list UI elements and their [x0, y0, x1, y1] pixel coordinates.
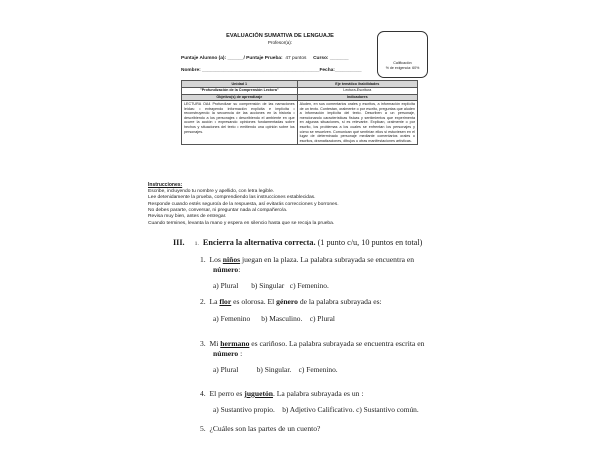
question-number: 5.: [200, 424, 206, 433]
section-instruction: Encierra la alternativa correcta.: [202, 238, 316, 247]
grade-requirement: % de exigencia: 60%: [385, 66, 420, 70]
option[interactable]: c) Femenino.: [298, 365, 338, 374]
question-text: :: [238, 349, 243, 358]
option[interactable]: b) Adjetivo Calificativo.: [282, 405, 355, 414]
instructions-list: [148, 189, 339, 227]
objective-header: Objetivo(s) de aprendizaje: [182, 94, 298, 101]
question-2-options: [213, 314, 335, 323]
section-points: (1 punto c/u, 10 puntos en total): [317, 238, 423, 247]
question-number: 1.: [200, 255, 206, 264]
unit-name: "Profundización de la Comprensión Lectora": [182, 87, 298, 94]
underlined-word: hermano: [220, 339, 250, 348]
question-number: 3.: [200, 339, 206, 348]
question-text: :: [238, 265, 241, 274]
option[interactable]: a) Plural: [213, 365, 239, 374]
question-text: El perro es: [209, 389, 245, 398]
question-text: de la palabra subrayada es:: [297, 297, 382, 306]
question-number: 2.: [200, 297, 206, 306]
question-4-options: [213, 405, 419, 414]
option[interactable]: a) Sustantivo propio.: [213, 405, 275, 414]
bold-term: número: [213, 349, 239, 358]
instruction-item: Lee detenidamente la prueba, comprendiendo las instrucciones establecidas.: [148, 195, 316, 201]
question-1-line2: [213, 265, 240, 274]
question-3: [200, 339, 424, 348]
grade-box: [377, 31, 428, 78]
bold-term: número: [213, 265, 239, 274]
underlined-word: flor: [219, 297, 232, 306]
axis-header: Eje temático /habilidades: [297, 81, 417, 88]
question-1: [200, 255, 414, 264]
question-4: [200, 389, 363, 398]
option[interactable]: b) Singular: [251, 281, 285, 290]
instruction-item: Cuando termines, levanta la mano y espera en silencio hasta que se recoja la prueba.: [148, 220, 335, 226]
unit-header: Unidad 1: [182, 81, 298, 88]
instruction-item: Revisa muy bien, antes de entregar.: [148, 214, 227, 220]
score-label: Puntaje Alumno (a): ______/ Puntaje Prueba:: [181, 56, 283, 61]
teacher-label: Profesor(a):: [267, 40, 293, 45]
option[interactable]: b) Singular.: [256, 365, 292, 374]
indicators-text: Aluden, en sus comentarios orales y escritos, a información explícita de un texto. Contestan, oralmente o por escrito, preguntas que aluden a información implícita del texto. Describen a un personaje, mencionando características físicas y sentimientos que experimenta en algunas situaciones, si es relevante. Explican, oralmente o por escrito, los problemas a los cuales se enfrentan los personajes y cómo se resuelven. Comunican qué sentirían ellos si estuviesen en el lugar de determinado personaje mediante comentarios orales o escritos, dramatizaciones, dibujos u otras manifestaciones artísticas.: [297, 101, 417, 145]
question-3-line2: [213, 349, 242, 358]
instruction-item: Responde cuando estés seguro/a de la respuesta, así evitarás correcciones y borrones.: [148, 201, 339, 207]
question-text: La: [209, 297, 220, 306]
question-1-options: [213, 281, 329, 290]
question-3-options: [213, 365, 338, 374]
question-text: . La palabra subrayada es un :: [273, 389, 364, 398]
option[interactable]: a) Plural: [213, 281, 239, 290]
question-5: [200, 424, 320, 433]
question-number: 4.: [200, 389, 206, 398]
instructions-title: Instrucciones:: [148, 182, 183, 188]
question-text: es olorosa. El: [231, 297, 277, 306]
name-date-line: Nombre: ____________________________________________Fecha:__________: [181, 68, 362, 73]
section-lead-letter: 1.: [194, 241, 199, 247]
exam-title: EVALUACIÓN SUMATIVA DE LENGUAJE: [226, 33, 334, 39]
underlined-word: niños: [222, 255, 241, 264]
underlined-word: juguetón: [244, 389, 273, 398]
option[interactable]: c) Sustantivo común.: [356, 405, 419, 414]
grade-label: Calificación: [393, 61, 412, 65]
question-text: Los: [209, 255, 223, 264]
section-number: III.: [173, 238, 185, 247]
bold-term: género: [276, 297, 298, 306]
option[interactable]: c) Femenino.: [289, 281, 329, 290]
unit-table: [181, 80, 418, 145]
question-text: juegan en la plaza. La palabra subrayada se encuentra en: [240, 255, 415, 264]
question-text: ¿Cuáles son las partes de un cuento?: [209, 424, 321, 433]
indicators-header: Indicadores: [297, 94, 417, 101]
objective-text: LECTURA OA4 Profundizar su comprensión de las narraciones leídas: • extrayendo información explícita e implícita • reconstruyendo la secuencia de las acciones en la historia • describiendo a los personajes • describiendo el ambiente en que ocurre la acción • expresando opiniones fundamentadas sobre hechos y situaciones del texto • emitiendo una opinión sobre los personajes.: [182, 101, 298, 145]
option[interactable]: c) Plural: [309, 314, 335, 323]
question-2: [200, 297, 382, 306]
option[interactable]: a) Femenino: [213, 314, 251, 323]
axis-value: Lectura-Escritura: [297, 87, 417, 94]
course-label: Curso: _______: [313, 56, 349, 61]
question-text: es cariñoso. La palabra subrayada se encuentra escrita en: [249, 339, 425, 348]
instruction-item: No debes pararte, conversar, ni preguntar nada al compañero/a.: [148, 208, 288, 214]
question-text: Mi: [209, 339, 221, 348]
score-line: [181, 56, 349, 61]
section-heading: [173, 238, 422, 247]
instruction-item: Escribe, incluyendo tu nombre y apellido, con letra legible.: [148, 189, 275, 194]
option[interactable]: b) Masculino.: [261, 314, 303, 323]
score-total: 47 puntos: [285, 56, 307, 61]
